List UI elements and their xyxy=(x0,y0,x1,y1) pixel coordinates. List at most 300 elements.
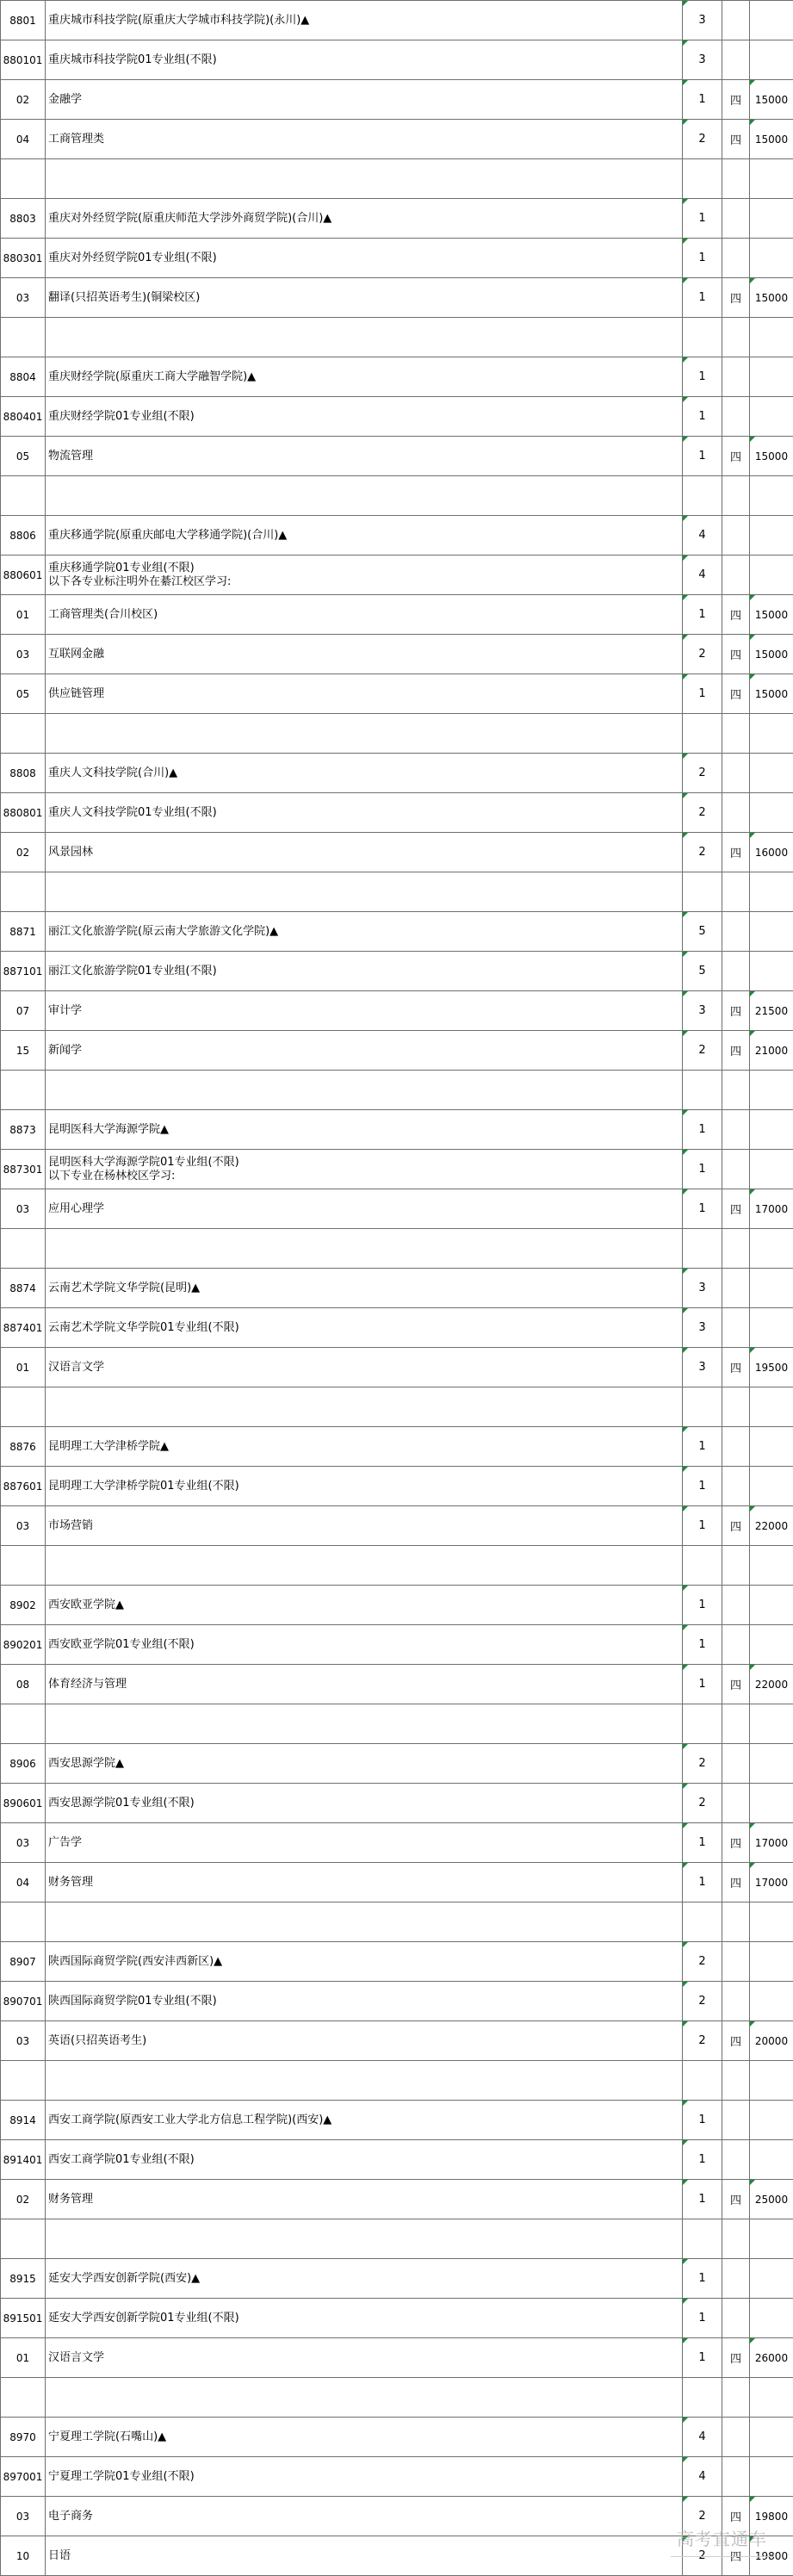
table-row xyxy=(1,991,793,1031)
duration-cell xyxy=(722,1546,750,1586)
code-cell: 8804 xyxy=(1,357,46,397)
name-cell: 英语(只招英语考生) xyxy=(46,2021,683,2061)
table-row xyxy=(1,2140,793,2180)
plan-count-cell: 1 xyxy=(683,1150,722,1189)
duration-cell xyxy=(722,318,750,357)
plan-count-cell: 1 xyxy=(683,2101,722,2140)
name-cell: 重庆移通学院01专业组(不限) 以下各专业标注明外在綦江校区学习: xyxy=(46,556,683,595)
tuition-cell xyxy=(750,1229,793,1269)
tuition-cell xyxy=(750,1744,793,1784)
tuition-cell xyxy=(750,2418,793,2457)
duration-cell: 四 xyxy=(722,80,750,120)
name-cell xyxy=(46,1704,683,1744)
code-cell xyxy=(1,1071,46,1110)
duration-cell xyxy=(722,2259,750,2299)
name-cell: 电子商务 xyxy=(46,2497,683,2536)
tuition-cell xyxy=(750,476,793,516)
duration-cell xyxy=(722,1308,750,1348)
table-row xyxy=(1,1,793,40)
code-cell: 8876 xyxy=(1,1427,46,1467)
spacer-row xyxy=(1,1229,793,1269)
tuition-cell xyxy=(750,1308,793,1348)
table-row xyxy=(1,1744,793,1784)
table-row xyxy=(1,1189,793,1229)
duration-cell xyxy=(722,2219,750,2259)
code-cell: 03 xyxy=(1,2021,46,2061)
duration-cell xyxy=(722,2299,750,2338)
table-row xyxy=(1,2497,793,2536)
table-row xyxy=(1,595,793,635)
table-row xyxy=(1,1308,793,1348)
duration-cell xyxy=(722,476,750,516)
duration-cell: 四 xyxy=(722,2021,750,2061)
duration-cell xyxy=(722,1903,750,1942)
duration-cell xyxy=(722,1229,750,1269)
name-cell: 延安大学西安创新学院(西安)▲ xyxy=(46,2259,683,2299)
spacer-row xyxy=(1,1071,793,1110)
tuition-cell: 22000 xyxy=(750,1506,793,1546)
plan-count-cell xyxy=(683,159,722,199)
watermark-underline xyxy=(671,2556,774,2557)
code-cell: 8873 xyxy=(1,1110,46,1150)
tuition-cell xyxy=(750,40,793,80)
table-row xyxy=(1,80,793,120)
plan-count-cell: 1 xyxy=(683,239,722,278)
table-row xyxy=(1,2299,793,2338)
table-row xyxy=(1,912,793,952)
code-cell: 8803 xyxy=(1,199,46,239)
table-body xyxy=(1,1,793,2576)
name-cell: 云南艺术学院文华学院01专业组(不限) xyxy=(46,1308,683,1348)
spacer-row xyxy=(1,714,793,754)
plan-count-cell: 5 xyxy=(683,912,722,952)
plan-count-cell: 4 xyxy=(683,2418,722,2457)
name-cell: 重庆财经学院01专业组(不限) xyxy=(46,397,683,437)
spacer-row xyxy=(1,1903,793,1942)
spacer-row xyxy=(1,1704,793,1744)
table-row xyxy=(1,2457,793,2497)
table-row xyxy=(1,952,793,991)
tuition-cell: 19500 xyxy=(750,1348,793,1387)
name-cell: 宁夏理工学院(石嘴山)▲ xyxy=(46,2418,683,2457)
name-cell: 丽江文化旅游学院01专业组(不限) xyxy=(46,952,683,991)
tuition-cell xyxy=(750,357,793,397)
tuition-cell xyxy=(750,714,793,754)
duration-cell xyxy=(722,2101,750,2140)
duration-cell xyxy=(722,556,750,595)
name-cell: 审计学 xyxy=(46,991,683,1031)
name-cell: 西安欧亚学院01专业组(不限) xyxy=(46,1625,683,1665)
tuition-cell xyxy=(750,912,793,952)
table-row xyxy=(1,754,793,793)
duration-cell: 四 xyxy=(722,1506,750,1546)
name-cell: 工商管理类 xyxy=(46,120,683,159)
duration-cell: 四 xyxy=(722,2338,750,2378)
code-cell xyxy=(1,2061,46,2101)
duration-cell xyxy=(722,1784,750,1823)
code-cell: 890701 xyxy=(1,1982,46,2021)
code-cell: 03 xyxy=(1,1823,46,1863)
tuition-cell xyxy=(750,556,793,595)
plan-count-cell: 1 xyxy=(683,2140,722,2180)
code-cell: 8907 xyxy=(1,1942,46,1982)
name-cell: 陕西国际商贸学院(西安沣西新区)▲ xyxy=(46,1942,683,1982)
plan-count-cell: 2 xyxy=(683,1744,722,1784)
duration-cell xyxy=(722,952,750,991)
plan-count-cell xyxy=(683,2219,722,2259)
tuition-cell xyxy=(750,1704,793,1744)
code-cell: 03 xyxy=(1,635,46,674)
plan-count-cell: 1 xyxy=(683,80,722,120)
plan-count-cell: 1 xyxy=(683,595,722,635)
plan-count-cell: 2 xyxy=(683,2497,722,2536)
plan-count-cell: 1 xyxy=(683,1625,722,1665)
duration-cell xyxy=(722,1150,750,1189)
plan-count-cell: 1 xyxy=(683,437,722,476)
name-cell: 延安大学西安创新学院01专业组(不限) xyxy=(46,2299,683,2338)
duration-cell: 四 xyxy=(722,1189,750,1229)
name-cell: 昆明医科大学海源学院▲ xyxy=(46,1110,683,1150)
name-cell: 昆明医科大学海源学院01专业组(不限) 以下专业在杨林校区学习: xyxy=(46,1150,683,1189)
table-row xyxy=(1,1982,793,2021)
tuition-cell: 21500 xyxy=(750,991,793,1031)
plan-count-cell xyxy=(683,1546,722,1586)
plan-count-cell xyxy=(683,2061,722,2101)
code-cell: 02 xyxy=(1,2180,46,2219)
name-cell: 昆明理工大学津桥学院▲ xyxy=(46,1427,683,1467)
duration-cell xyxy=(722,1982,750,2021)
name-cell xyxy=(46,159,683,199)
code-cell: 05 xyxy=(1,437,46,476)
name-cell: 西安欧亚学院▲ xyxy=(46,1586,683,1625)
table-row xyxy=(1,1031,793,1071)
plan-count-cell: 1 xyxy=(683,1823,722,1863)
duration-cell: 四 xyxy=(722,1348,750,1387)
name-cell: 工商管理类(合川校区) xyxy=(46,595,683,635)
plan-count-cell: 3 xyxy=(683,991,722,1031)
tuition-cell xyxy=(750,793,793,833)
duration-cell xyxy=(722,1427,750,1467)
duration-cell xyxy=(722,1744,750,1784)
code-cell: 8806 xyxy=(1,516,46,556)
table-row xyxy=(1,1506,793,1546)
plan-count-cell: 4 xyxy=(683,556,722,595)
tuition-cell xyxy=(750,872,793,912)
code-cell: 890201 xyxy=(1,1625,46,1665)
tuition-cell xyxy=(750,1269,793,1308)
name-cell: 日语 xyxy=(46,2536,683,2576)
name-cell: 互联网金融 xyxy=(46,635,683,674)
code-cell: 887601 xyxy=(1,1467,46,1506)
name-cell xyxy=(46,1071,683,1110)
duration-cell: 四 xyxy=(722,674,750,714)
tuition-cell xyxy=(750,1387,793,1427)
name-cell: 重庆人文科技学院01专业组(不限) xyxy=(46,793,683,833)
plan-count-cell: 2 xyxy=(683,1942,722,1982)
spacer-row xyxy=(1,2219,793,2259)
duration-cell xyxy=(722,1269,750,1308)
tuition-cell: 15000 xyxy=(750,674,793,714)
duration-cell xyxy=(722,2061,750,2101)
code-cell: 887101 xyxy=(1,952,46,991)
code-cell: 15 xyxy=(1,1031,46,1071)
duration-cell xyxy=(722,1625,750,1665)
code-cell: 04 xyxy=(1,1863,46,1903)
plan-count-cell: 3 xyxy=(683,1348,722,1387)
table-row xyxy=(1,1665,793,1704)
plan-count-cell: 3 xyxy=(683,40,722,80)
tuition-cell: 20000 xyxy=(750,2021,793,2061)
duration-cell: 四 xyxy=(722,1823,750,1863)
name-cell xyxy=(46,872,683,912)
tuition-cell: 15000 xyxy=(750,80,793,120)
tuition-cell xyxy=(750,1071,793,1110)
plan-count-cell: 4 xyxy=(683,2457,722,2497)
name-cell: 物流管理 xyxy=(46,437,683,476)
name-cell: 重庆城市科技学院01专业组(不限) xyxy=(46,40,683,80)
tuition-cell xyxy=(750,1467,793,1506)
code-cell xyxy=(1,714,46,754)
spacer-row xyxy=(1,2061,793,2101)
name-cell: 重庆对外经贸学院(原重庆师范大学涉外商贸学院)(合川)▲ xyxy=(46,199,683,239)
spacer-row xyxy=(1,2378,793,2418)
plan-count-cell xyxy=(683,1387,722,1427)
plan-count-cell: 1 xyxy=(683,674,722,714)
name-cell xyxy=(46,2378,683,2418)
duration-cell: 四 xyxy=(722,278,750,318)
tuition-cell xyxy=(750,2101,793,2140)
code-cell: 8801 xyxy=(1,1,46,40)
spacer-row xyxy=(1,159,793,199)
name-cell: 西安思源学院01专业组(不限) xyxy=(46,1784,683,1823)
name-cell: 云南艺术学院文华学院(昆明)▲ xyxy=(46,1269,683,1308)
name-cell xyxy=(46,2061,683,2101)
table-row xyxy=(1,357,793,397)
code-cell: 8871 xyxy=(1,912,46,952)
plan-count-cell: 1 xyxy=(683,1506,722,1546)
name-cell: 应用心理学 xyxy=(46,1189,683,1229)
duration-cell xyxy=(722,397,750,437)
code-cell xyxy=(1,318,46,357)
plan-count-cell: 2 xyxy=(683,754,722,793)
code-cell: 897001 xyxy=(1,2457,46,2497)
duration-cell xyxy=(722,2140,750,2180)
tuition-cell xyxy=(750,1427,793,1467)
code-cell: 890601 xyxy=(1,1784,46,1823)
table-row xyxy=(1,1269,793,1308)
tuition-cell xyxy=(750,397,793,437)
plan-count-cell xyxy=(683,476,722,516)
tuition-cell xyxy=(750,1110,793,1150)
plan-count-cell xyxy=(683,872,722,912)
duration-cell xyxy=(722,2457,750,2497)
code-cell: 880601 xyxy=(1,556,46,595)
code-cell xyxy=(1,2219,46,2259)
name-cell: 体育经济与管理 xyxy=(46,1665,683,1704)
table-row xyxy=(1,199,793,239)
plan-count-cell: 1 xyxy=(683,1427,722,1467)
plan-count-cell: 2 xyxy=(683,635,722,674)
duration-cell xyxy=(722,40,750,80)
tuition-cell: 21000 xyxy=(750,1031,793,1071)
duration-cell xyxy=(722,714,750,754)
duration-cell xyxy=(722,1704,750,1744)
table-row xyxy=(1,2021,793,2061)
watermark-text: 高考直通车 xyxy=(677,2529,767,2549)
duration-cell: 四 xyxy=(722,991,750,1031)
code-cell: 891501 xyxy=(1,2299,46,2338)
duration-cell xyxy=(722,2378,750,2418)
tuition-cell: 15000 xyxy=(750,437,793,476)
tuition-cell xyxy=(750,1150,793,1189)
duration-cell: 四 xyxy=(722,2180,750,2219)
code-cell: 880801 xyxy=(1,793,46,833)
duration-cell xyxy=(722,159,750,199)
code-cell: 03 xyxy=(1,1189,46,1229)
name-cell xyxy=(46,714,683,754)
code-cell: 880101 xyxy=(1,40,46,80)
code-cell: 8808 xyxy=(1,754,46,793)
plan-count-cell: 5 xyxy=(683,952,722,991)
name-cell: 重庆财经学院(原重庆工商大学融智学院)▲ xyxy=(46,357,683,397)
name-cell: 西安工商学院01专业组(不限) xyxy=(46,2140,683,2180)
table-row xyxy=(1,1110,793,1150)
plan-count-cell: 1 xyxy=(683,1110,722,1150)
plan-count-cell: 2 xyxy=(683,1784,722,1823)
plan-count-cell: 1 xyxy=(683,1863,722,1903)
plan-count-cell: 1 xyxy=(683,278,722,318)
tuition-cell xyxy=(750,1586,793,1625)
plan-count-cell xyxy=(683,714,722,754)
plan-count-cell: 1 xyxy=(683,199,722,239)
plan-count-cell: 2 xyxy=(683,1031,722,1071)
name-cell xyxy=(46,1546,683,1586)
code-cell xyxy=(1,476,46,516)
duration-cell xyxy=(722,912,750,952)
plan-count-cell: 2 xyxy=(683,120,722,159)
tuition-cell: 17000 xyxy=(750,1863,793,1903)
code-cell: 8906 xyxy=(1,1744,46,1784)
duration-cell xyxy=(722,1942,750,1982)
code-cell xyxy=(1,159,46,199)
tuition-cell xyxy=(750,2378,793,2418)
code-cell: 08 xyxy=(1,1665,46,1704)
tuition-cell xyxy=(750,239,793,278)
name-cell: 宁夏理工学院01专业组(不限) xyxy=(46,2457,683,2497)
tuition-cell: 15000 xyxy=(750,595,793,635)
tuition-cell xyxy=(750,516,793,556)
code-cell xyxy=(1,1387,46,1427)
name-cell: 金融学 xyxy=(46,80,683,120)
code-cell: 03 xyxy=(1,2497,46,2536)
code-cell: 03 xyxy=(1,278,46,318)
duration-cell xyxy=(722,1110,750,1150)
tuition-cell xyxy=(750,2140,793,2180)
table-row xyxy=(1,397,793,437)
code-cell: 887401 xyxy=(1,1308,46,1348)
tuition-cell xyxy=(750,1942,793,1982)
tuition-cell xyxy=(750,1784,793,1823)
table-row xyxy=(1,278,793,318)
tuition-cell: 19800 xyxy=(750,2497,793,2536)
tuition-cell xyxy=(750,1,793,40)
duration-cell: 四 xyxy=(722,635,750,674)
name-cell: 陕西国际商贸学院01专业组(不限) xyxy=(46,1982,683,2021)
duration-cell: 四 xyxy=(722,2497,750,2536)
tuition-cell xyxy=(750,318,793,357)
code-cell: 8914 xyxy=(1,2101,46,2140)
name-cell: 翻译(只招英语考生)(铜梁校区) xyxy=(46,278,683,318)
spacer-row xyxy=(1,872,793,912)
tuition-cell: 15000 xyxy=(750,120,793,159)
duration-cell xyxy=(722,1586,750,1625)
tuition-cell xyxy=(750,159,793,199)
code-cell: 880301 xyxy=(1,239,46,278)
table-row xyxy=(1,2418,793,2457)
code-cell: 10 xyxy=(1,2536,46,2576)
plan-count-cell xyxy=(683,2378,722,2418)
table-row xyxy=(1,793,793,833)
name-cell: 重庆人文科技学院(合川)▲ xyxy=(46,754,683,793)
table-row xyxy=(1,1625,793,1665)
spacer-row xyxy=(1,1546,793,1586)
table-row xyxy=(1,674,793,714)
plan-count-cell: 1 xyxy=(683,1467,722,1506)
duration-cell xyxy=(722,199,750,239)
tuition-cell xyxy=(750,2061,793,2101)
name-cell: 财务管理 xyxy=(46,1863,683,1903)
code-cell: 8970 xyxy=(1,2418,46,2457)
duration-cell xyxy=(722,1,750,40)
code-cell: 02 xyxy=(1,833,46,872)
plan-count-cell: 3 xyxy=(683,1,722,40)
code-cell: 8915 xyxy=(1,2259,46,2299)
table-row xyxy=(1,40,793,80)
plan-count-cell xyxy=(683,1704,722,1744)
tuition-cell: 26000 xyxy=(750,2338,793,2378)
name-cell: 汉语言文学 xyxy=(46,1348,683,1387)
plan-count-cell: 2 xyxy=(683,2536,722,2576)
table-row xyxy=(1,556,793,595)
table-row xyxy=(1,1784,793,1823)
plan-count-cell: 2 xyxy=(683,833,722,872)
code-cell: 8902 xyxy=(1,1586,46,1625)
plan-count-cell: 1 xyxy=(683,2338,722,2378)
table-row xyxy=(1,239,793,278)
table-row xyxy=(1,1823,793,1863)
duration-cell: 四 xyxy=(722,595,750,635)
table-row xyxy=(1,1348,793,1387)
tuition-cell xyxy=(750,199,793,239)
table-row xyxy=(1,2180,793,2219)
table-row xyxy=(1,635,793,674)
table-row xyxy=(1,437,793,476)
duration-cell xyxy=(722,1387,750,1427)
code-cell xyxy=(1,2378,46,2418)
tuition-cell: 17000 xyxy=(750,1189,793,1229)
plan-count-cell: 1 xyxy=(683,2259,722,2299)
duration-cell xyxy=(722,1071,750,1110)
code-cell: 07 xyxy=(1,991,46,1031)
tuition-cell xyxy=(750,2457,793,2497)
duration-cell xyxy=(722,754,750,793)
plan-count-cell: 2 xyxy=(683,1982,722,2021)
code-cell: 05 xyxy=(1,674,46,714)
name-cell: 重庆对外经贸学院01专业组(不限) xyxy=(46,239,683,278)
duration-cell xyxy=(722,357,750,397)
duration-cell xyxy=(722,872,750,912)
code-cell xyxy=(1,872,46,912)
